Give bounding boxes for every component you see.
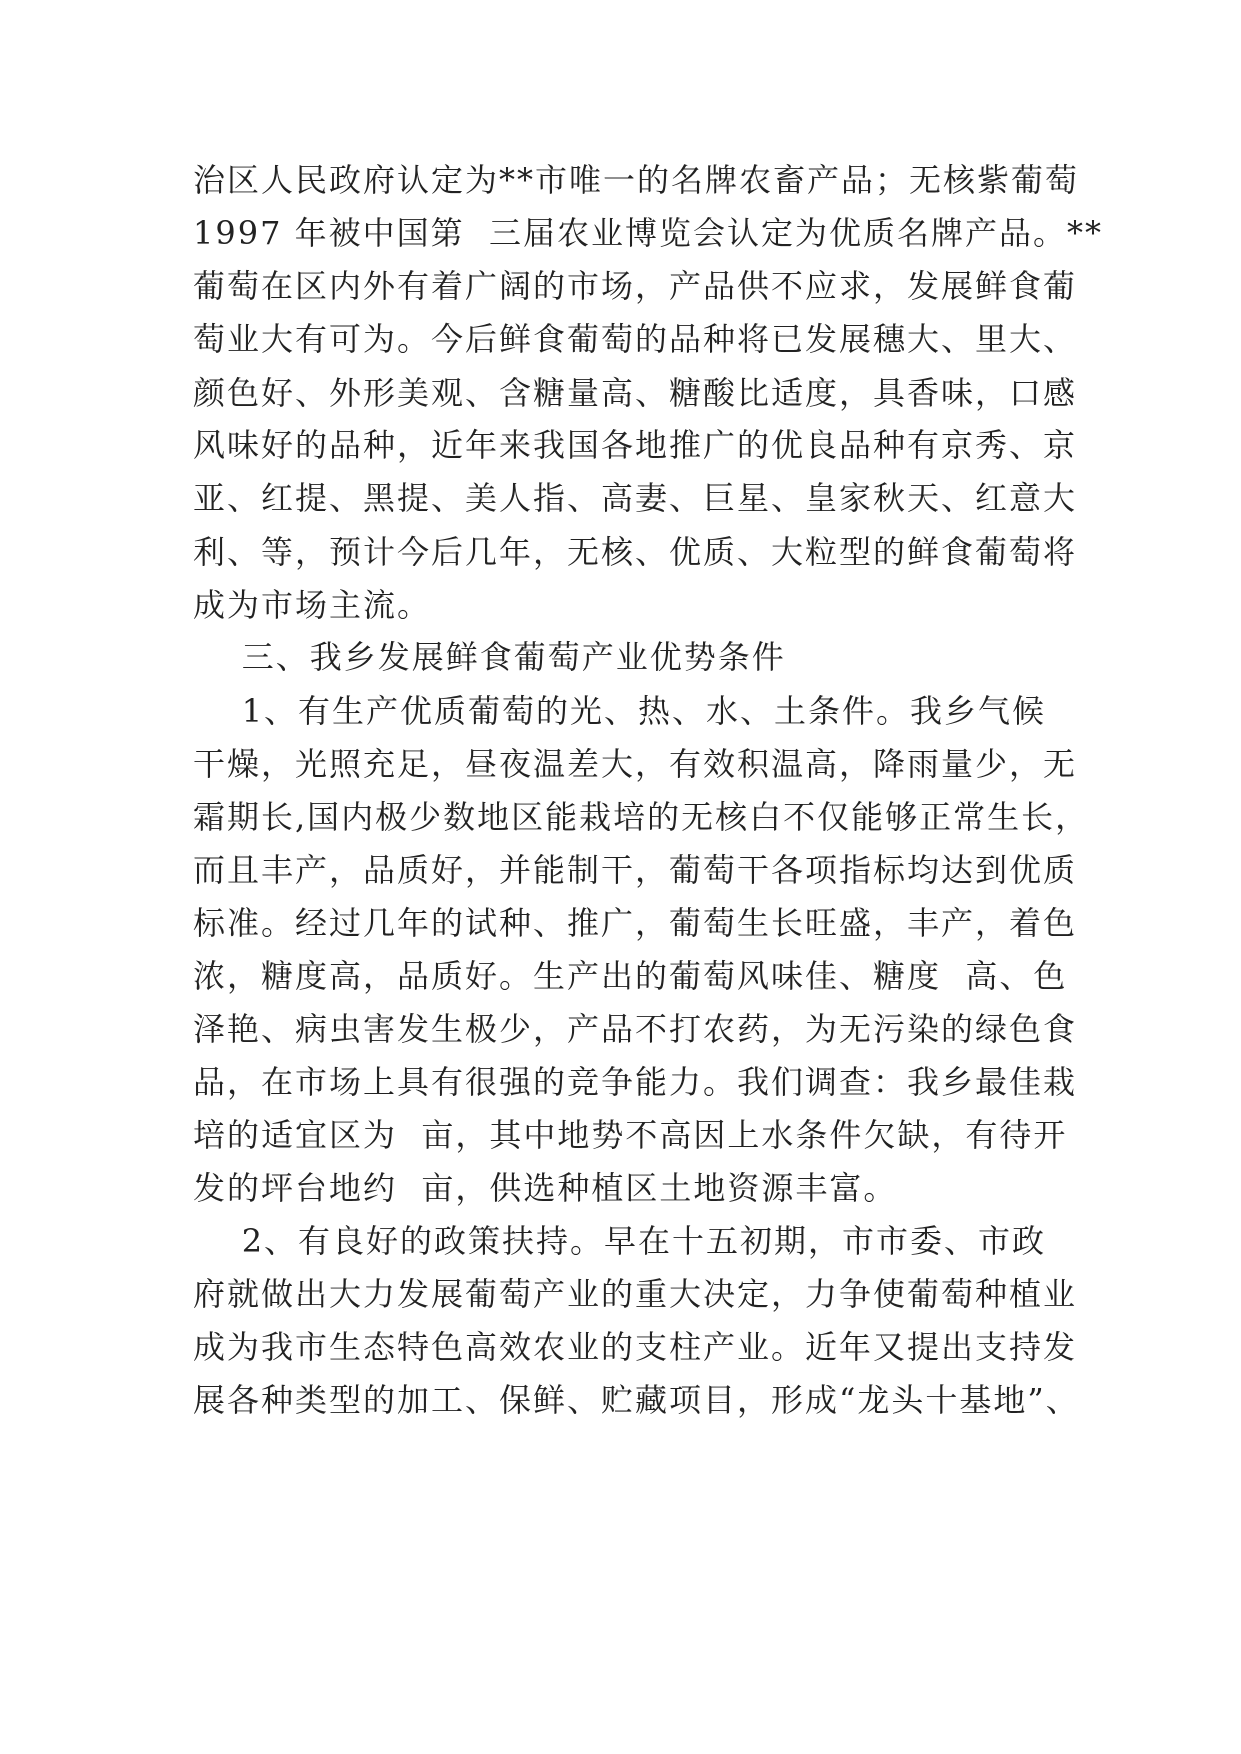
text-line: 展各种类型的加工、保鲜、贮藏项目，形成“龙头十基地”、 — [193, 1381, 1080, 1419]
text-line: 霜期长,国内极少数地区能栽培的无核白不仅能够正常生长， — [193, 798, 1090, 836]
text-line: 成为我市生态特色高效农业的支柱产业。近年又提出支持发 — [193, 1328, 1078, 1366]
text-line: 1997 年被中国第 三届农业博览会认定为优质名牌产品。** — [193, 214, 1103, 252]
text-line: 成为市场主流。 — [193, 586, 432, 624]
text-line: 发的坪台地约 亩，供选种植区土地资源丰富。 — [193, 1169, 898, 1207]
text-line: 培的适宜区为 亩，其中地势不高因上水条件欠缺，有待开 — [193, 1116, 1068, 1154]
text-line: 品，在市场上具有很强的竞争能力。我们调查：我乡最佳栽 — [193, 1063, 1078, 1101]
text-line: 而且丰产，品质好，并能制干，葡萄干各项指标均达到优质 — [193, 851, 1078, 889]
text-line: 标准。经过几年的试种、推广，葡萄生长旺盛，丰产，着色 — [193, 904, 1078, 942]
text-line: 利、等，预计今后几年，无核、优质、大粒型的鲜食葡萄将 — [193, 533, 1078, 571]
text-line: 干燥，光照充足，昼夜温差大，有效积温高，降雨量少，无 — [193, 745, 1078, 783]
text-line: 萄业大有可为。今后鲜食葡萄的品种将已发展穗大、里大、 — [193, 320, 1078, 358]
text-line: 泽艳、病虫害发生极少，产品不打农药，为无污染的绿色食 — [193, 1010, 1078, 1048]
text-line: 亚、红提、黑提、美人指、高妻、巨星、皇家秋天、红意大 — [193, 479, 1078, 517]
text-line: 2、有良好的政策扶持。早在十五初期，市市委、市政 — [193, 1222, 1047, 1260]
text-line: 葡萄在区内外有着广阔的市场，产品供不应求，发展鲜食葡 — [193, 267, 1078, 305]
text-line: 颜色好、外形美观、含糖量高、糖酸比适度，具香味，口感 — [193, 374, 1078, 412]
text-line: 治区人民政府认定为**市唯一的名牌农畜产品；无核紫葡萄 — [193, 161, 1080, 199]
section-heading: 三、我乡发展鲜食葡萄产业优势条件 — [193, 638, 786, 676]
text-line: 风味好的品种，近年来我国各地推广的优良品种有京秀、京 — [193, 426, 1078, 464]
text-line: 浓，糖度高，品质好。生产出的葡萄风味佳、糖度 高、色 — [193, 957, 1068, 995]
text-line: 1、有生产优质葡萄的光、热、水、土条件。我乡气候 — [193, 692, 1047, 730]
text-line: 府就做出大力发展葡萄产业的重大决定，力争使葡萄种植业 — [193, 1275, 1078, 1313]
